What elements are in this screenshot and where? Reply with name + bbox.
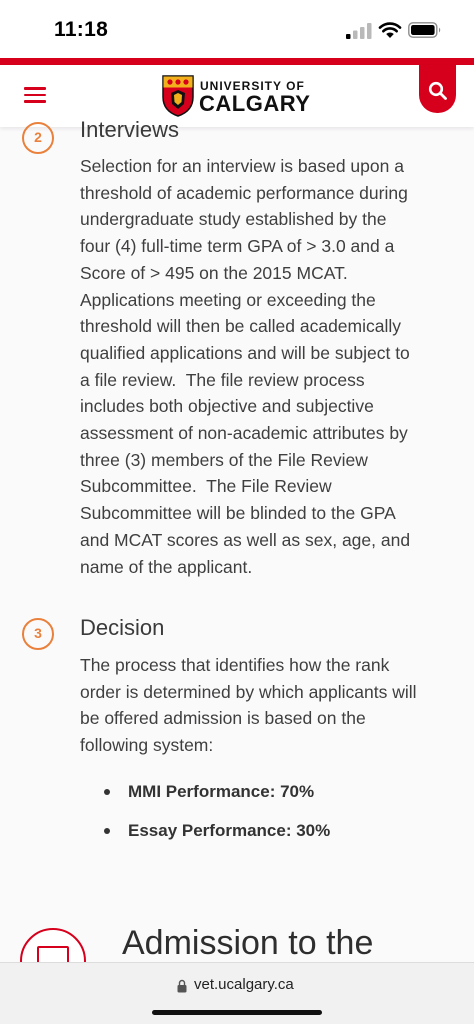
crest-icon [162, 75, 194, 117]
url-text[interactable]: vet.ucalgary.ca [194, 976, 294, 993]
paragraph-line: assessment of non-academic attributes by [80, 423, 408, 444]
step-body-decision [80, 652, 456, 759]
search-button[interactable] [419, 65, 456, 113]
cellular-signal-icon [346, 23, 372, 39]
paragraph-line: undergraduate study established by the [80, 209, 387, 230]
hamburger-menu-icon[interactable] [24, 87, 46, 105]
paragraph-line: Selection for an interview is based upon a [80, 156, 404, 176]
status-bar [0, 0, 474, 58]
paragraph-line: includes both objective and subjective [80, 396, 374, 417]
status-time: 11:18 [54, 18, 109, 41]
list-item: Essay Performance: 30% [104, 819, 330, 858]
paragraph-line: three (3) members of the File Review [80, 449, 368, 470]
paragraph-line: threshold will then be called academically [80, 316, 402, 337]
paragraph-line: a file review. The file review process [80, 369, 365, 390]
paragraph-line: and MCAT scores as well as sex, age, and [80, 529, 411, 550]
paragraph-line: threshold of academic performance during [80, 182, 408, 203]
lock-icon [177, 979, 187, 993]
logo-text-line2: CALGARY [199, 91, 311, 116]
paragraph-line: name of the applicant. [80, 556, 253, 577]
university-logo[interactable] [162, 75, 314, 119]
paragraph-line: Applications meeting or exceeding the [80, 289, 376, 310]
paragraph-line: order is determined by which applicants will [80, 681, 417, 702]
search-icon [428, 81, 448, 101]
paragraph-line: be offered admission is based on the [80, 708, 366, 729]
decision-criteria-list [104, 780, 330, 858]
paragraph-line: following system: [80, 735, 214, 756]
paragraph-line: Subcommittee will be blinded to the GPA [80, 503, 396, 524]
battery-icon [408, 22, 442, 38]
home-indicator[interactable] [152, 1010, 322, 1015]
paragraph-line: Score of > 495 on the 2015 MCAT. [80, 262, 348, 283]
paragraph-line: four (4) full-time term GPA of > 3.0 and a [80, 236, 395, 257]
step-number-badge: 2 [22, 122, 54, 154]
site-header [0, 65, 474, 127]
step-title-interviews: Interviews [80, 117, 180, 142]
section-title-admission: Admission to the [122, 924, 374, 962]
logo-text-line1: UNIVERSITY OF [200, 79, 305, 93]
paragraph-line: qualified applications and will be subject to [80, 342, 410, 363]
wifi-icon [378, 21, 402, 39]
step-title-decision: Decision [80, 615, 165, 640]
paragraph-line: Subcommittee. The File Review [80, 476, 332, 497]
brand-stripe [0, 58, 474, 65]
paragraph-line: The process that identifies how the rank [80, 655, 390, 675]
step-body-interviews [80, 153, 456, 580]
browser-url-bar[interactable] [0, 962, 474, 1024]
list-item: MMI Performance: 70% [104, 780, 330, 819]
step-number-badge: 3 [22, 618, 54, 650]
